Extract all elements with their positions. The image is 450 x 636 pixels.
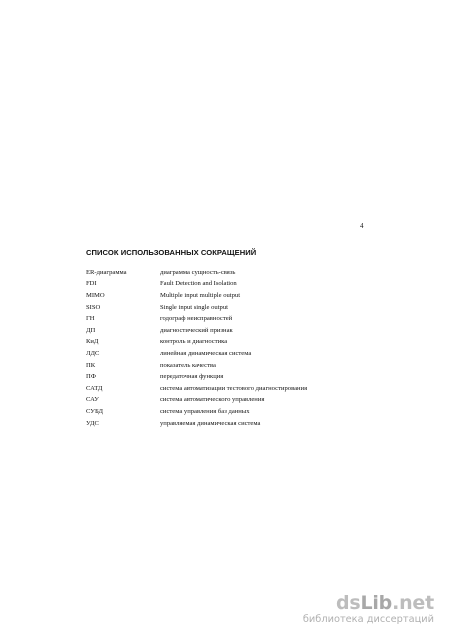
abbreviation-definition: управляемая динамическая система (160, 419, 261, 427)
abbreviation-definition: показатель качества (160, 361, 216, 369)
abbreviation-definition: система автоматизации тестового диагностирования (160, 384, 308, 392)
abbreviation-row (86, 267, 307, 279)
watermark (303, 594, 434, 626)
abbreviation-term: ПК (86, 361, 96, 369)
abbreviation-term: FDI (86, 280, 97, 288)
abbreviation-definition: контроль и диагностика (160, 338, 228, 346)
abbreviation-row (86, 337, 307, 349)
abbreviation-row (86, 313, 307, 325)
abbreviation-term: ПФ (86, 373, 96, 381)
abbreviation-term: ГН (86, 315, 95, 323)
abbreviation-definition: передаточная функция (160, 373, 224, 381)
page-number: 4 (360, 222, 364, 230)
watermark-logo-net: .net (392, 592, 434, 614)
abbreviation-row (86, 406, 307, 418)
abbreviation-term: ДП (86, 326, 96, 334)
section-heading: СПИСОК ИСПОЛЬЗОВАННЫХ СОКРАЩЕНИЙ (86, 248, 257, 257)
abbreviation-row (86, 348, 307, 360)
abbreviation-term: MIMO (86, 291, 105, 299)
abbreviation-row (86, 302, 307, 314)
watermark-logo-ds: ds (335, 592, 361, 614)
watermark-logo-lib: Lib (360, 592, 393, 614)
abbreviation-definition: Multiple input multiple output (160, 291, 241, 299)
abbreviation-term: КиД (86, 338, 99, 346)
abbreviation-row (86, 418, 307, 430)
abbreviation-row (86, 371, 307, 383)
abbreviation-term: САТД (86, 384, 103, 392)
abbreviation-row (86, 360, 307, 372)
abbreviation-definition: Single input single output (160, 303, 228, 311)
abbreviation-list (86, 267, 307, 429)
abbreviation-term: SISO (86, 303, 101, 311)
abbreviation-definition: линейная динамическая система (160, 349, 252, 357)
abbreviation-row (86, 325, 307, 337)
abbreviation-definition: система управления баз данных (160, 407, 250, 415)
abbreviation-row (86, 395, 307, 407)
abbreviation-term: САУ (86, 396, 99, 404)
abbreviation-definition: система автоматического управления (160, 396, 265, 404)
watermark-logo (303, 594, 434, 613)
abbreviation-row (86, 290, 307, 302)
abbreviation-row (86, 383, 307, 395)
watermark-tagline: библиотека диссертаций (302, 614, 434, 625)
abbreviation-term: УДС (86, 419, 99, 427)
abbreviation-term: СУБД (86, 407, 104, 415)
abbreviation-row (86, 279, 307, 291)
abbreviation-definition: диаграмма сущность-связь (160, 268, 236, 276)
abbreviation-term: ЛДС (86, 349, 100, 357)
abbreviation-definition: диагностический признак (160, 326, 233, 334)
abbreviation-definition: Fault Detection and Isolation (160, 280, 237, 288)
abbreviation-definition: годограф неисправностей (160, 315, 233, 323)
abbreviation-term: ER-диаграмма (86, 268, 127, 276)
